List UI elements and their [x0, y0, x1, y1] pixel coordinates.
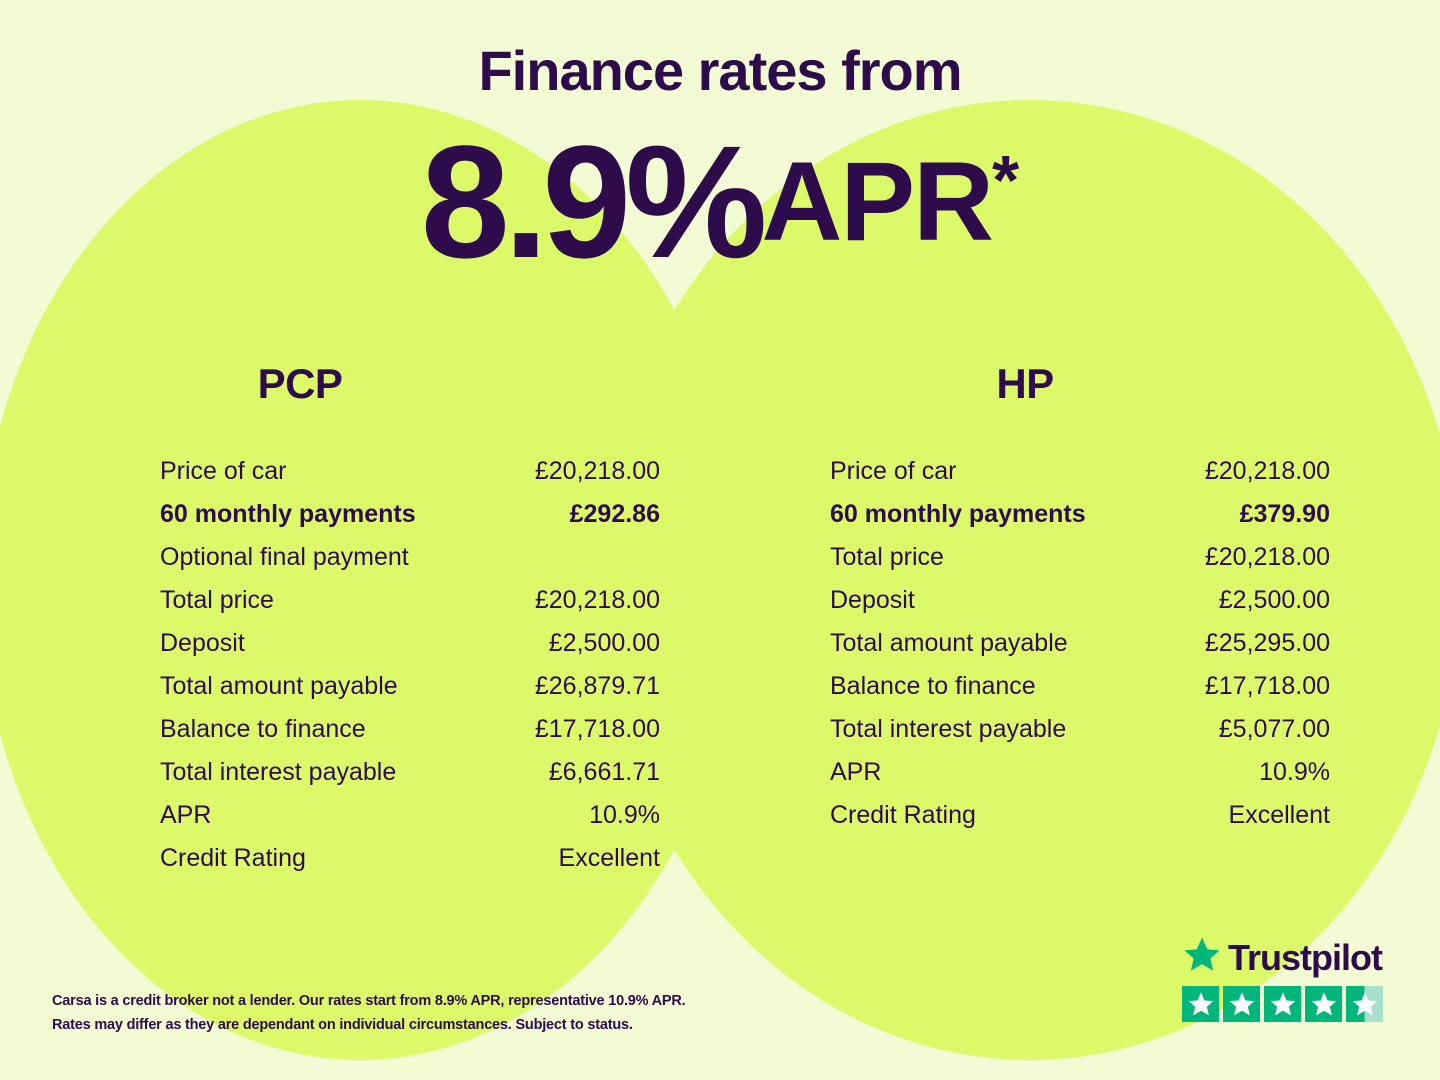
column-title-hp: HP [996, 360, 1054, 407]
table-row [830, 622, 1330, 665]
row-label: 60 monthly payments [830, 500, 1086, 528]
apr-label: APR [761, 139, 992, 264]
table-row [160, 708, 660, 751]
row-value: £25,295.00 [1204, 629, 1330, 657]
row-label: APR [830, 758, 882, 786]
apr-headline [0, 112, 1440, 291]
column-title-pcp: PCP [257, 360, 343, 407]
row-value: £2,500.00 [548, 629, 660, 657]
apr-rate-value: 8.9% [420, 112, 762, 291]
table-row [160, 450, 660, 493]
finance-column-pcp [0, 360, 720, 880]
hp-rows [830, 450, 1330, 837]
disclaimer-line-2: Rates may differ as they are dependant on individual circumstances. Subject to status. [52, 1017, 633, 1034]
table-row [830, 794, 1330, 837]
row-label: Total price [830, 543, 944, 571]
row-value: £6,661.71 [548, 758, 660, 786]
page-title: Finance rates from [478, 39, 962, 102]
row-label: Optional final payment [160, 543, 409, 571]
rating-star-3 [1264, 986, 1301, 1022]
finance-comparison-columns [0, 360, 1440, 880]
table-row [830, 665, 1330, 708]
table-row [830, 536, 1330, 579]
table-row [160, 751, 660, 794]
table-row [160, 579, 660, 622]
table-row [160, 794, 660, 837]
trustpilot-wordmark: Trustpilot [1228, 936, 1382, 978]
footnote-marker: * [991, 141, 1020, 219]
row-value: £17,718.00 [1204, 672, 1330, 700]
trustpilot-star-icon [1182, 935, 1222, 980]
trustpilot-rating-stars [1182, 986, 1392, 1022]
row-label: 60 monthly payments [160, 500, 416, 528]
row-label: Total amount payable [830, 629, 1068, 657]
row-value: 10.9% [589, 801, 660, 829]
table-row [830, 493, 1330, 536]
rating-star-4 [1305, 986, 1342, 1022]
row-label: Credit Rating [160, 844, 306, 872]
table-row [160, 536, 660, 579]
rating-star-5-half [1346, 986, 1383, 1022]
row-value: £20,218.00 [1204, 457, 1330, 485]
rating-star-1 [1182, 986, 1219, 1022]
row-label: Price of car [830, 457, 957, 485]
pcp-rows [160, 450, 660, 880]
row-label: Credit Rating [830, 801, 976, 829]
finance-column-hp [720, 360, 1440, 880]
table-row [830, 450, 1330, 493]
table-row [160, 622, 660, 665]
trustpilot-logo [1182, 935, 1392, 980]
row-value: £379.90 [1239, 500, 1330, 528]
row-value: £292.86 [569, 500, 660, 528]
row-label: Balance to finance [830, 672, 1036, 700]
row-label: Total amount payable [160, 672, 398, 700]
disclaimer-line-1: Carsa is a credit broker not a lender. Our rates start from 8.9% APR, representative 10.9% APR. [52, 992, 686, 1009]
row-label: Total interest payable [830, 715, 1067, 743]
row-label: APR [160, 801, 212, 829]
table-row [160, 493, 660, 536]
row-value: £5,077.00 [1218, 715, 1330, 743]
row-label: Total interest payable [160, 758, 397, 786]
row-label: Price of car [160, 457, 287, 485]
row-value: £17,718.00 [534, 715, 660, 743]
row-value: £20,218.00 [534, 586, 660, 614]
table-row [160, 665, 660, 708]
row-value: 10.9% [1259, 758, 1330, 786]
row-label: Deposit [830, 586, 915, 614]
table-row [830, 751, 1330, 794]
table-row [160, 837, 660, 880]
row-value: Excellent [1228, 801, 1330, 829]
table-row [830, 579, 1330, 622]
disclaimer-text [52, 989, 812, 1038]
row-value: Excellent [558, 844, 660, 872]
row-label: Total price [160, 586, 274, 614]
row-label: Balance to finance [160, 715, 366, 743]
table-row [830, 708, 1330, 751]
row-value: £20,218.00 [534, 457, 660, 485]
rating-star-2 [1223, 986, 1260, 1022]
row-value: £20,218.00 [1204, 543, 1330, 571]
trustpilot-widget[interactable] [1182, 935, 1392, 1022]
row-label: Deposit [160, 629, 245, 657]
row-value: £2,500.00 [1218, 586, 1330, 614]
row-value: £26,879.71 [534, 672, 660, 700]
